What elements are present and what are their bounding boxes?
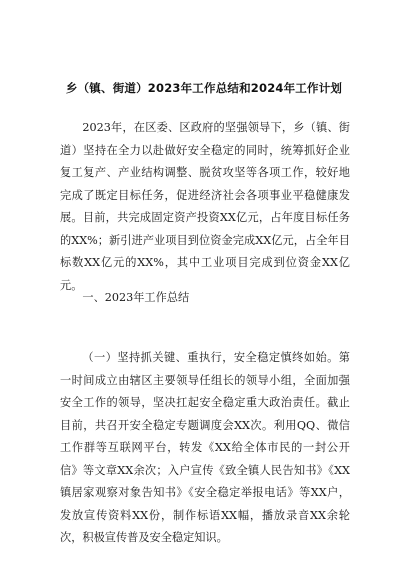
section-heading: 一、2023年工作总结 [82, 291, 190, 304]
section-paragraph: （一）坚持抓关键、重执行，安全稳定慎终如始。第一时间成立由辖区主要领导任组长的领导小组，全面加强安全工作的领导，坚决扛起安全稳定重大政治责任。截止目前，共召开安全稳定专题调度会XX次。利用QQ、微信工作群等互联网平台，转发《XX给全体市民的一封公开信》等文章XX余次；入户宣传《致全镇人民告知书》《XX镇居家观察对象告知书》《安全稳定举报电话》等XX户，发放宣传资料XX份，制作标语XX幅，播放录音XX余轮次，积极宣传普及安全稳定知识。 [60, 351, 350, 544]
intro-paragraph: 2023年，在区委、区政府的坚强领导下，乡（镇、街道）坚持在全力以赴做好安全稳定的同时，统筹抓好企业复工复产、产业结构调整、脱贫攻坚等各项工作，较好地完成了既定目标任务，促进经济社会各项事业平稳健康发展。目前，共完成固定资产投资XX亿元，占年度目标任务的XX%；新引进产业项目到位资金完成XX亿元，占全年目标数XX亿元的XX%，其中工业项目完成到位资金XX亿元。 [60, 121, 350, 292]
document-title: 乡（镇、街道）2023年工作总结和2024年工作计划 [65, 81, 343, 95]
